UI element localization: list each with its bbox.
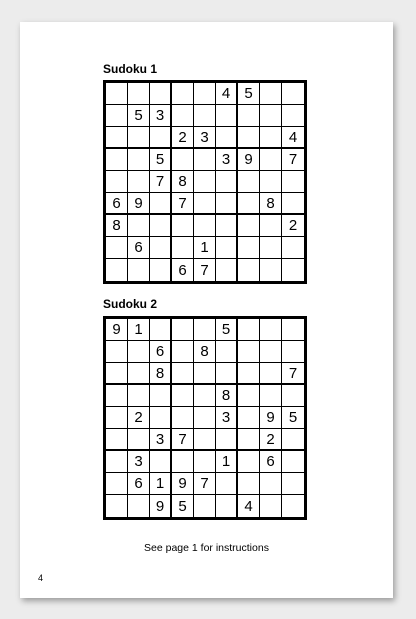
sudoku-cell: 7 — [150, 171, 172, 193]
sudoku-cell — [194, 171, 216, 193]
puzzle-title-2: Sudoku 2 — [103, 297, 158, 311]
sudoku-cell — [128, 149, 150, 171]
sudoku-cell — [128, 495, 150, 517]
sudoku-cell: 9 — [150, 495, 172, 517]
sudoku-cell: 7 — [194, 473, 216, 495]
sudoku-cell: 2 — [128, 407, 150, 429]
sudoku-cell: 2 — [172, 127, 194, 149]
sudoku-cell — [106, 105, 128, 127]
sudoku-grid-2 — [103, 316, 307, 520]
sudoku-cell — [238, 341, 260, 363]
sudoku-cell — [106, 451, 128, 473]
sudoku-cell — [282, 319, 304, 341]
sudoku-cell — [194, 407, 216, 429]
sudoku-cell: 4 — [238, 495, 260, 517]
sudoku-cell: 6 — [172, 259, 194, 281]
sudoku-cell — [238, 259, 260, 281]
sudoku-cell — [238, 105, 260, 127]
sudoku-cell — [150, 451, 172, 473]
sudoku-cell — [128, 215, 150, 237]
sudoku-cell: 6 — [128, 237, 150, 259]
sudoku-cell — [172, 237, 194, 259]
puzzle-title-1: Sudoku 1 — [103, 62, 158, 76]
sudoku-cell — [194, 83, 216, 105]
sudoku-cell: 8 — [172, 171, 194, 193]
sudoku-cell: 6 — [128, 473, 150, 495]
sudoku-cell: 4 — [282, 127, 304, 149]
sudoku-cell — [106, 473, 128, 495]
sudoku-cell — [216, 259, 238, 281]
sudoku-cell — [172, 451, 194, 473]
sudoku-cell — [216, 429, 238, 451]
sudoku-cell: 9 — [106, 319, 128, 341]
sudoku-cell — [106, 385, 128, 407]
sudoku-cell — [216, 237, 238, 259]
sudoku-cell — [260, 473, 282, 495]
page-number: 4 — [38, 573, 44, 583]
sudoku-cell — [216, 127, 238, 149]
sudoku-cell — [150, 193, 172, 215]
sudoku-cell — [128, 83, 150, 105]
sudoku-cell — [282, 237, 304, 259]
sudoku-cell — [238, 127, 260, 149]
sudoku-grid-1 — [103, 80, 307, 284]
sudoku-cell — [194, 215, 216, 237]
sudoku-cell — [194, 105, 216, 127]
sudoku-cell: 1 — [194, 237, 216, 259]
sudoku-cell: 5 — [128, 105, 150, 127]
sudoku-cell: 5 — [150, 149, 172, 171]
sudoku-cell — [106, 171, 128, 193]
sudoku-cell: 3 — [150, 105, 172, 127]
sudoku-cell: 5 — [172, 495, 194, 517]
sudoku-cell: 5 — [216, 319, 238, 341]
sudoku-cell: 1 — [216, 451, 238, 473]
sudoku-cell — [128, 429, 150, 451]
sudoku-cell — [282, 451, 304, 473]
book-page — [20, 22, 393, 598]
sudoku-cell — [172, 385, 194, 407]
sudoku-cell: 5 — [238, 83, 260, 105]
sudoku-cell — [194, 149, 216, 171]
sudoku-cell — [260, 105, 282, 127]
sudoku-cell — [238, 429, 260, 451]
sudoku-cell — [238, 451, 260, 473]
sudoku-cell — [106, 83, 128, 105]
sudoku-cell — [238, 385, 260, 407]
sudoku-cell — [106, 127, 128, 149]
sudoku-cell — [106, 363, 128, 385]
sudoku-cell — [282, 341, 304, 363]
sudoku-cell — [238, 215, 260, 237]
sudoku-cell — [150, 259, 172, 281]
sudoku-cell — [128, 341, 150, 363]
instructions-note: See page 1 for instructions — [144, 542, 269, 554]
sudoku-cell — [106, 237, 128, 259]
sudoku-cell — [194, 429, 216, 451]
sudoku-cell — [282, 473, 304, 495]
sudoku-cell — [172, 105, 194, 127]
sudoku-cell — [282, 83, 304, 105]
sudoku-cell — [260, 319, 282, 341]
sudoku-cell — [150, 237, 172, 259]
sudoku-cell — [282, 385, 304, 407]
sudoku-cell — [238, 237, 260, 259]
sudoku-cell: 1 — [128, 319, 150, 341]
sudoku-cell — [150, 127, 172, 149]
sudoku-cell: 8 — [260, 193, 282, 215]
sudoku-cell — [106, 429, 128, 451]
sudoku-cell — [194, 495, 216, 517]
sudoku-cell: 2 — [260, 429, 282, 451]
sudoku-cell — [106, 259, 128, 281]
sudoku-cell — [238, 319, 260, 341]
sudoku-cell — [260, 363, 282, 385]
sudoku-cell: 3 — [216, 407, 238, 429]
sudoku-cell — [282, 495, 304, 517]
sudoku-cell — [238, 171, 260, 193]
sudoku-cell — [172, 363, 194, 385]
sudoku-cell: 7 — [172, 429, 194, 451]
sudoku-cell — [150, 215, 172, 237]
sudoku-cell — [128, 171, 150, 193]
sudoku-cell — [238, 473, 260, 495]
sudoku-cell — [282, 193, 304, 215]
sudoku-cell — [194, 193, 216, 215]
sudoku-cell — [128, 363, 150, 385]
sudoku-cell: 7 — [194, 259, 216, 281]
sudoku-cell — [172, 319, 194, 341]
sudoku-cell — [194, 451, 216, 473]
sudoku-cell: 9 — [172, 473, 194, 495]
sudoku-cell — [216, 473, 238, 495]
sudoku-cell: 3 — [194, 127, 216, 149]
sudoku-cell: 2 — [282, 215, 304, 237]
sudoku-cell — [194, 385, 216, 407]
sudoku-cell — [128, 127, 150, 149]
sudoku-cell: 7 — [172, 193, 194, 215]
sudoku-cell: 6 — [106, 193, 128, 215]
sudoku-cell — [194, 363, 216, 385]
sudoku-cell — [216, 171, 238, 193]
sudoku-cell — [260, 341, 282, 363]
sudoku-cell: 6 — [260, 451, 282, 473]
sudoku-cell: 3 — [216, 149, 238, 171]
sudoku-cell: 1 — [150, 473, 172, 495]
sudoku-cell: 4 — [216, 83, 238, 105]
sudoku-cell: 8 — [106, 215, 128, 237]
sudoku-cell — [172, 83, 194, 105]
sudoku-cell — [216, 495, 238, 517]
sudoku-cell — [216, 341, 238, 363]
sudoku-cell — [282, 259, 304, 281]
sudoku-cell — [238, 363, 260, 385]
sudoku-cell — [150, 385, 172, 407]
sudoku-cell — [172, 341, 194, 363]
sudoku-cell — [172, 407, 194, 429]
sudoku-cell — [282, 105, 304, 127]
sudoku-cell: 3 — [128, 451, 150, 473]
sudoku-cell — [106, 407, 128, 429]
sudoku-cell — [260, 259, 282, 281]
sudoku-cell: 7 — [282, 363, 304, 385]
sudoku-cell: 9 — [128, 193, 150, 215]
sudoku-cell — [172, 149, 194, 171]
sudoku-cell — [238, 193, 260, 215]
sudoku-cell — [150, 83, 172, 105]
sudoku-cell: 9 — [260, 407, 282, 429]
sudoku-cell — [260, 149, 282, 171]
sudoku-cell: 8 — [216, 385, 238, 407]
sudoku-cell — [106, 341, 128, 363]
sudoku-cell — [282, 429, 304, 451]
sudoku-cell — [260, 171, 282, 193]
sudoku-cell — [194, 319, 216, 341]
sudoku-cell — [216, 193, 238, 215]
sudoku-cell — [150, 407, 172, 429]
sudoku-cell — [128, 385, 150, 407]
sudoku-cell: 5 — [282, 407, 304, 429]
sudoku-cell: 7 — [282, 149, 304, 171]
sudoku-cell — [260, 385, 282, 407]
sudoku-cell: 6 — [150, 341, 172, 363]
sudoku-cell: 8 — [150, 363, 172, 385]
sudoku-cell — [216, 363, 238, 385]
sudoku-cell — [216, 215, 238, 237]
sudoku-cell: 3 — [150, 429, 172, 451]
sudoku-cell — [282, 171, 304, 193]
sudoku-cell — [150, 319, 172, 341]
sudoku-cell — [260, 127, 282, 149]
sudoku-cell — [172, 215, 194, 237]
sudoku-cell — [260, 495, 282, 517]
sudoku-cell — [260, 237, 282, 259]
sudoku-cell — [106, 149, 128, 171]
sudoku-cell: 8 — [194, 341, 216, 363]
sudoku-cell — [216, 105, 238, 127]
sudoku-cell — [106, 495, 128, 517]
sudoku-cell: 9 — [238, 149, 260, 171]
sudoku-cell — [238, 407, 260, 429]
sudoku-cell — [128, 259, 150, 281]
sudoku-cell — [260, 83, 282, 105]
sudoku-cell — [260, 215, 282, 237]
